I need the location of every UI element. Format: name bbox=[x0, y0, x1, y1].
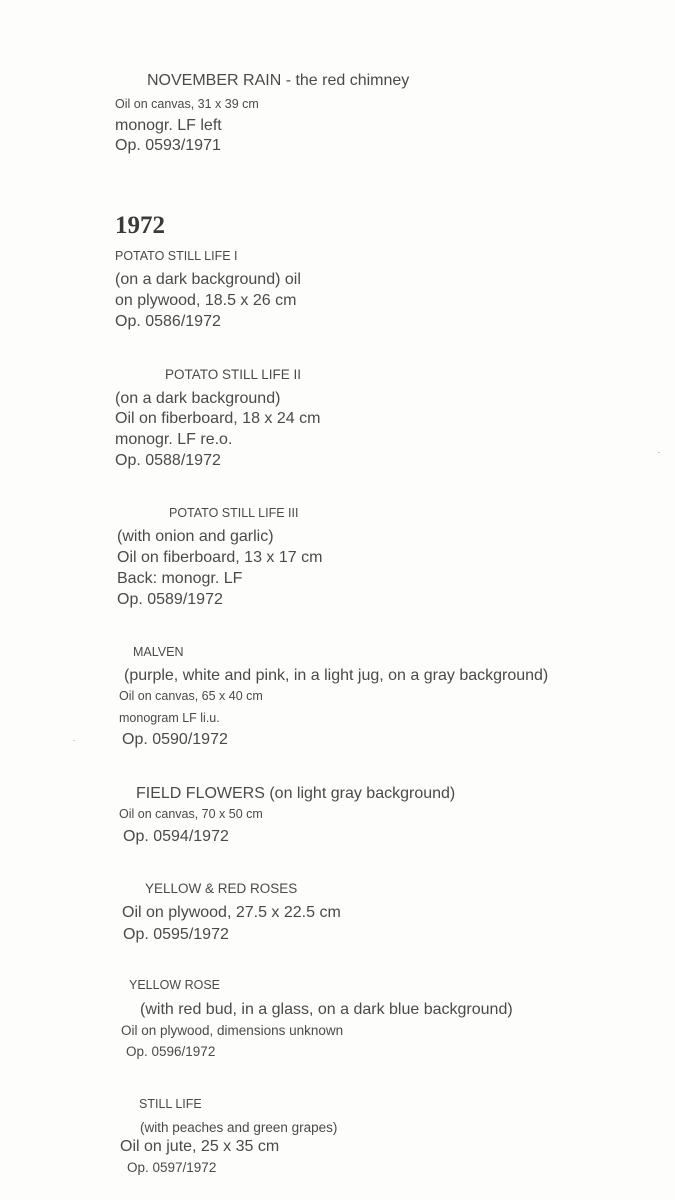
entry-opus: Op. 0593/1971 bbox=[115, 137, 221, 154]
entry-title: NOVEMBER RAIN - the red chimney bbox=[147, 72, 410, 89]
entry-line: Oil on jute, 25 x 35 cm bbox=[120, 1138, 280, 1155]
entry-title: YELLOW & RED ROSES bbox=[145, 881, 298, 896]
entry-line: Oil on canvas, 70 x 50 cm bbox=[119, 807, 263, 821]
entry-title: POTATO STILL LIFE II bbox=[165, 367, 302, 382]
entry-title: STILL LIFE bbox=[139, 1097, 202, 1111]
entry-opus: Op. 0594/1972 bbox=[123, 828, 229, 845]
entry-line: (on a dark background) oil bbox=[115, 271, 301, 288]
entry-title: POTATO STILL LIFE I bbox=[115, 249, 238, 263]
entry-line: Oil on canvas, 65 x 40 cm bbox=[119, 689, 263, 703]
entry-opus: Op. 0586/1972 bbox=[115, 313, 221, 330]
entry-opus: Op. 0588/1972 bbox=[115, 452, 221, 469]
entry-title: MALVEN bbox=[133, 645, 184, 659]
scan-speck bbox=[658, 452, 660, 453]
entry-line: on plywood, 18.5 x 26 cm bbox=[115, 292, 297, 309]
entry-line: (with peaches and green grapes) bbox=[140, 1120, 338, 1135]
entry-line: (with onion and garlic) bbox=[117, 528, 274, 545]
entry-line: (with red bud, in a glass, on a dark blue background) bbox=[140, 1001, 513, 1018]
entry-opus: Op. 0595/1972 bbox=[123, 926, 229, 943]
entry-opus: Op. 0597/1972 bbox=[127, 1160, 217, 1175]
entry-line: (on a dark background) bbox=[115, 390, 281, 407]
entry-line: Back: monogr. LF bbox=[117, 570, 243, 587]
entry-title: YELLOW ROSE bbox=[129, 978, 220, 992]
year-heading: 1972 bbox=[115, 212, 165, 239]
entry-title: FIELD FLOWERS (on light gray background) bbox=[136, 785, 456, 802]
entry-line: Oil on fiberboard, 18 x 24 cm bbox=[115, 410, 321, 427]
entry-title: POTATO STILL LIFE III bbox=[169, 506, 299, 520]
entry-line: Oil on plywood, 27.5 x 22.5 cm bbox=[122, 904, 341, 921]
entry-opus: Op. 0589/1972 bbox=[117, 591, 223, 608]
entry-line: Oil on plywood, dimensions unknown bbox=[121, 1023, 344, 1038]
entry-line: (purple, white and pink, in a light jug, on a gray background) bbox=[124, 667, 549, 684]
entry-opus: Op. 0596/1972 bbox=[126, 1044, 216, 1059]
entry-line: Oil on fiberboard, 13 x 17 cm bbox=[117, 549, 323, 566]
scan-speck bbox=[73, 740, 75, 741]
entry-medium: Oil on canvas, 31 x 39 cm bbox=[115, 97, 259, 111]
entry-line: monogram LF li.u. bbox=[119, 711, 220, 725]
entry-opus: Op. 0590/1972 bbox=[122, 731, 228, 748]
entry-signature: monogr. LF left bbox=[115, 117, 222, 134]
entry-line: monogr. LF re.o. bbox=[115, 431, 233, 448]
